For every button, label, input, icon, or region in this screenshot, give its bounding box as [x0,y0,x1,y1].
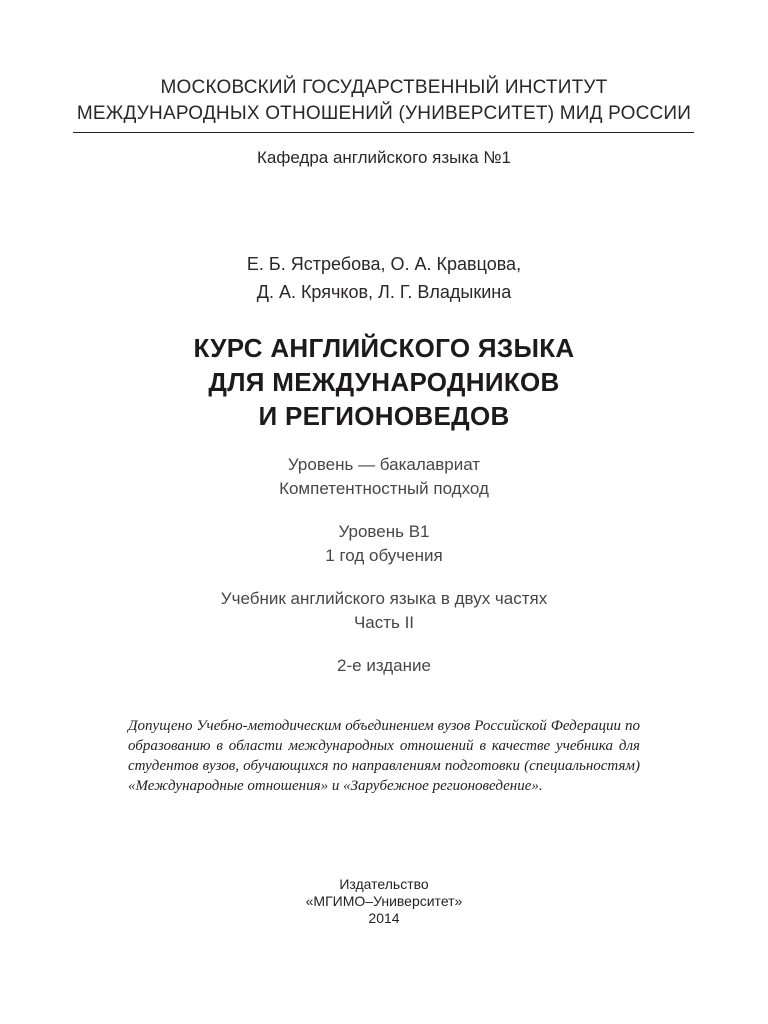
institution-line-1: МОСКОВСКИЙ ГОСУДАРСТВЕННЫЙ ИНСТИТУТ [160,77,608,98]
authors-line-1: Е. Б. Ястребова, О. А. Кравцова, [246,254,522,274]
book-title [0,331,768,433]
title-line-1: КУРС АНГЛИЙСКОГО ЯЗЫКА [193,333,575,363]
header-divider [73,132,694,133]
title-line-3: И РЕГИОНОВЕДОВ [258,401,510,431]
publisher-name: «МГИМО–Университет» [305,893,463,909]
textbook-description: Учебник английского языка в двух частях [220,589,548,608]
approval-note: Допущено Учебно-методическим объединением вузов Российской Федерации по образованию в области международных отношений в качестве учебника для студентов вузов, обучающихся по направлениям подготовки (специальностям) «Международные отношения» и «Зарубежное регионоведение». [128,718,640,794]
approach: Компетентностный подход [279,479,489,498]
degree-info [0,453,768,501]
department-name: Кафедра английского языка №1 [256,148,512,167]
authors-line-2: Д. А. Крячков, Л. Г. Владыкина [256,282,512,302]
publication-year: 2014 [368,910,400,926]
publisher-info [0,876,768,927]
course-level-info [0,520,768,568]
textbook-part: Часть II [353,613,415,632]
institution-line-2: МЕЖДУНАРОДНЫХ ОТНОШЕНИЙ (УНИВЕРСИТЕТ) МИД РОССИИ [76,103,692,124]
publisher-label: Издательство [339,876,429,892]
edition: 2-е издание [337,656,431,675]
institution-name [0,75,768,127]
textbook-info [0,587,768,635]
course-level: Уровень В1 [338,522,430,541]
degree-level: Уровень — бакалавриат [287,455,481,474]
authors [0,250,768,306]
study-year: 1 год обучения [325,546,443,565]
title-line-2: ДЛЯ МЕЖДУНАРОДНИКОВ [208,367,560,397]
